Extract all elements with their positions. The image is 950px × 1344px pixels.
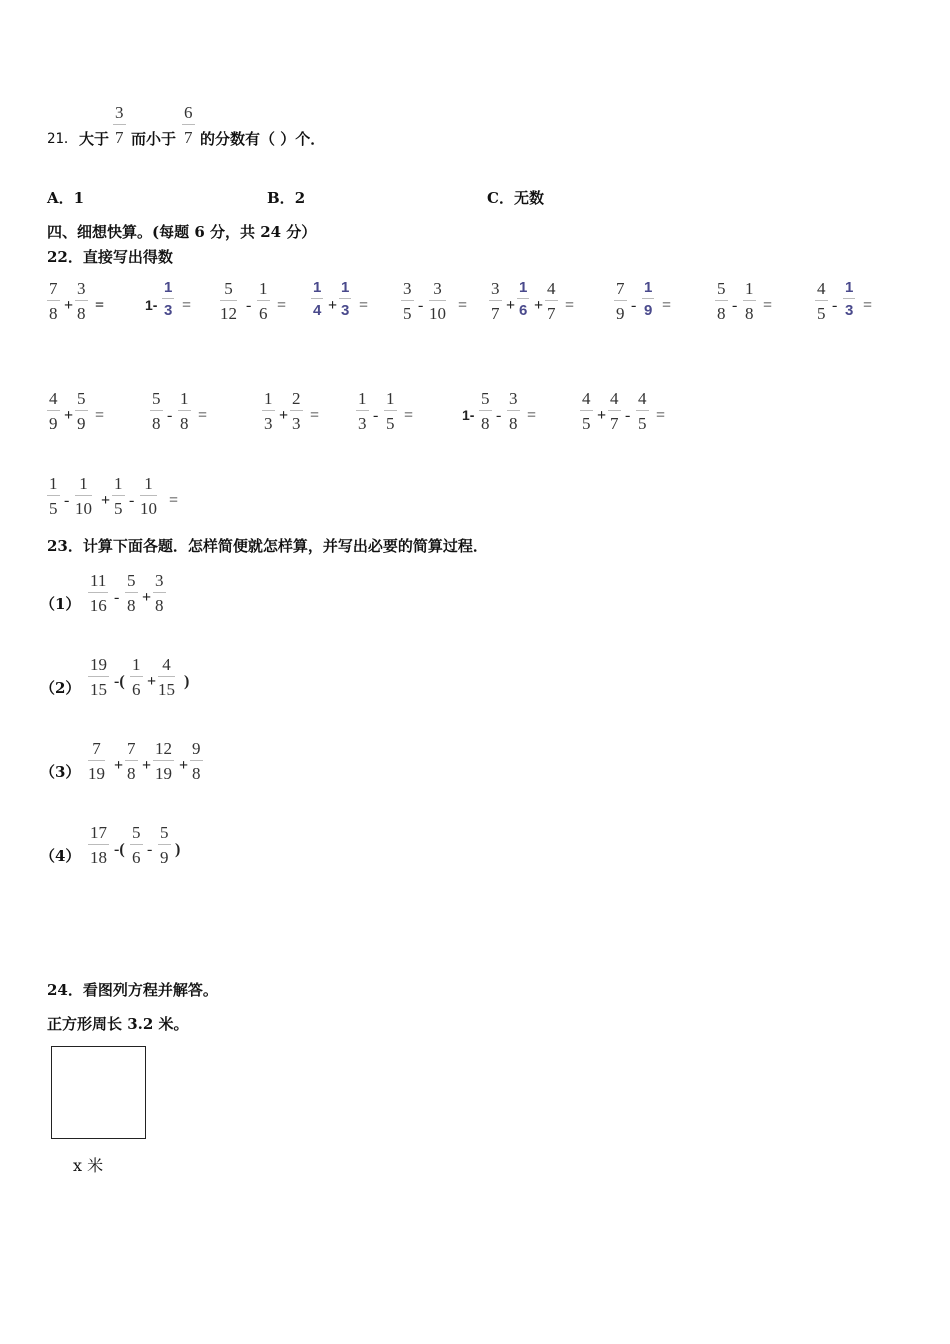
fraction-numerator: 3 [489, 280, 502, 301]
fraction-numerator: 1 [843, 280, 855, 299]
expr-lead: 1- [145, 297, 158, 313]
fraction [489, 280, 502, 322]
fraction [88, 656, 109, 698]
expr-operator: - [832, 297, 838, 314]
q21-text-2: 而小于 [131, 130, 177, 148]
fraction-denominator: 5 [114, 499, 123, 518]
fraction-denominator: 8 [77, 304, 86, 323]
expr-operator: - [129, 492, 135, 509]
fraction-numerator: 5 [75, 390, 88, 411]
fraction-numerator: 1 [262, 390, 275, 411]
fraction-denominator: 9 [160, 848, 169, 867]
fraction-numerator: 4 [636, 390, 649, 411]
fraction-numerator: 1 [47, 475, 60, 496]
fraction [178, 390, 191, 432]
fraction-numerator: 3 [153, 572, 166, 593]
q23-item-label: （1） [40, 595, 81, 613]
expr-operator: - [732, 297, 738, 314]
q21-text-3: 的分数有（ ）个． [200, 130, 326, 148]
expr-operator: + [142, 589, 152, 606]
expr-operator: + [147, 673, 157, 690]
fraction-denominator: 3 [341, 302, 350, 319]
expr-operator: - [496, 407, 502, 424]
square-side-label: x 米 [73, 1156, 104, 1175]
fraction [88, 740, 105, 782]
fraction-denominator: 19 [155, 764, 172, 783]
fraction [162, 280, 174, 318]
fraction [130, 656, 143, 698]
expr-lead: 1- [462, 407, 475, 423]
fraction-numerator: 12 [153, 740, 174, 761]
fraction [88, 572, 108, 614]
fraction-denominator: 7 [610, 414, 619, 433]
fraction [158, 824, 171, 866]
fraction-numerator: 3 [429, 280, 446, 301]
fraction-numerator: 1 [162, 280, 174, 299]
expr-operator: + [114, 757, 124, 774]
expr-operator: + [179, 757, 189, 774]
fraction-numerator: 1 [178, 390, 191, 411]
fraction [580, 390, 593, 432]
q24-description: 正方形周长 3.2 米。 [47, 1015, 189, 1033]
fraction-denominator: 9 [49, 414, 58, 433]
q23-item-label: （3） [40, 763, 81, 781]
fraction-denominator: 19 [88, 764, 105, 783]
fraction [190, 740, 203, 782]
equals-sign: = [169, 492, 179, 509]
section-4-heading: 四、细想快算。(每题 6 分，共 24 分） [47, 223, 317, 241]
q24-title: 24．看图列方程并解答。 [47, 981, 218, 999]
fraction [153, 740, 174, 782]
fraction-denominator: 3 [264, 414, 273, 433]
fraction-numerator: 7 [88, 740, 105, 761]
fraction-denominator: 8 [180, 414, 189, 433]
expr-operator: - [631, 297, 637, 314]
fraction-numerator: 5 [125, 572, 138, 593]
fraction-denominator: 6 [132, 848, 141, 867]
fraction-numerator: 1 [140, 475, 157, 496]
fraction [47, 475, 60, 517]
fraction-numerator: 5 [158, 824, 171, 845]
fraction-denominator: 3 [358, 414, 367, 433]
equals-sign: = [277, 297, 287, 314]
expr-operator: - [64, 492, 70, 509]
fraction [401, 280, 414, 322]
fraction-denominator: 9 [616, 304, 625, 323]
fraction-numerator: 3 [507, 390, 520, 411]
q21-option-c[interactable]: C．无数 [487, 189, 544, 207]
expr-operator: + [279, 407, 289, 424]
fraction-denominator: 8 [127, 596, 136, 615]
fraction-numerator: 4 [158, 656, 175, 677]
fraction-denominator: 10 [75, 499, 92, 518]
fraction [153, 572, 166, 614]
fraction-denominator: 15 [90, 680, 107, 699]
expr-operator: + [142, 757, 152, 774]
fraction [125, 740, 138, 782]
fraction-numerator: 7 [614, 280, 627, 301]
fraction [130, 824, 143, 866]
fraction [75, 280, 88, 322]
fraction [356, 390, 369, 432]
fraction-numerator: 1 [130, 656, 143, 677]
fraction-denominator: 6 [519, 302, 528, 319]
fraction-numerator: 1 [517, 280, 529, 299]
fraction-denominator: 5 [49, 499, 58, 518]
fraction [479, 390, 492, 432]
fraction [384, 390, 397, 432]
q23-title: 23．计算下面各题．怎样简便就怎样算，并写出必要的简算过程． [47, 537, 488, 555]
expr-operator: + [64, 407, 74, 424]
fraction-denominator: 8 [192, 764, 201, 783]
fraction [517, 280, 529, 318]
fraction-numerator: 4 [47, 390, 60, 411]
expr-operator: + [597, 407, 607, 424]
fraction-numerator: 4 [815, 280, 828, 301]
fraction [158, 656, 175, 698]
fraction [608, 390, 621, 432]
expr-operator: -( [114, 673, 125, 690]
q21-number: 21． [47, 131, 78, 147]
expr-operator: - [246, 297, 252, 314]
q23-item-label: （4） [40, 847, 81, 865]
equals-sign: = [863, 297, 873, 314]
fraction-denominator: 8 [127, 764, 136, 783]
fraction [715, 280, 728, 322]
fraction-numerator: 1 [257, 280, 270, 301]
fraction-numerator: 19 [88, 656, 109, 677]
fraction-denominator: 6 [259, 304, 268, 323]
q23-item-label: （2） [40, 679, 81, 697]
q21 [47, 100, 647, 150]
expr-operator: + [101, 492, 111, 509]
fraction [507, 390, 520, 432]
fraction-denominator: 12 [220, 304, 237, 323]
fraction-denominator: 10 [429, 304, 446, 323]
fraction-denominator: 8 [155, 596, 164, 615]
expr-operator: ) [184, 673, 190, 690]
fraction-denominator: 8 [152, 414, 161, 433]
fraction [220, 280, 237, 322]
expr-operator: - [625, 407, 631, 424]
fraction [75, 475, 92, 517]
equals-sign: = [656, 407, 666, 424]
fraction-denominator: 5 [403, 304, 412, 323]
expr-operator: + [64, 297, 74, 314]
expr-operator: - [147, 841, 153, 858]
fraction-denominator: 6 [132, 680, 141, 699]
fraction-denominator: 7 [547, 304, 556, 323]
fraction-numerator: 1 [743, 280, 756, 301]
fraction-numerator: 1 [339, 280, 351, 299]
fraction [311, 280, 323, 318]
fraction [257, 280, 270, 322]
fraction-numerator: 7 [47, 280, 60, 301]
fraction-numerator: 4 [608, 390, 621, 411]
fraction [815, 280, 828, 322]
equals-sign: = [95, 297, 105, 314]
fraction-denominator: 8 [49, 304, 58, 323]
fraction-numerator: 5 [220, 280, 237, 301]
equals-sign: = [662, 297, 672, 314]
fraction-numerator: 1 [384, 390, 397, 411]
fraction-denominator: 15 [158, 680, 175, 699]
fraction-numerator: 1 [642, 280, 654, 299]
fraction-numerator: 11 [88, 572, 108, 593]
fraction [290, 390, 303, 432]
fraction-denominator: 5 [638, 414, 647, 433]
fraction-numerator: 9 [190, 740, 203, 761]
equals-sign: = [359, 297, 369, 314]
expr-operator: - [418, 297, 424, 314]
fraction-denominator: 4 [313, 302, 322, 319]
fraction [262, 390, 275, 432]
fraction-denominator: 10 [140, 499, 157, 518]
fraction-numerator: 17 [88, 824, 109, 845]
fraction-denominator: 5 [386, 414, 395, 433]
fraction [545, 280, 558, 322]
fraction [88, 824, 109, 866]
expr-operator: + [328, 297, 338, 314]
fraction-denominator: 5 [817, 304, 826, 323]
fraction-denominator: 3 [845, 302, 854, 319]
fraction [125, 572, 138, 614]
fraction-numerator: 1 [112, 475, 125, 496]
fraction-denominator: 5 [582, 414, 591, 433]
q21-option-b[interactable]: B．2 [267, 189, 306, 207]
fraction [429, 280, 446, 322]
fraction [75, 390, 88, 432]
equals-sign: = [198, 407, 208, 424]
fraction-denominator: 18 [90, 848, 107, 867]
expr-operator: + [534, 297, 544, 314]
fraction-numerator: 5 [150, 390, 163, 411]
fraction-denominator: 3 [292, 414, 301, 433]
fraction-denominator: 16 [89, 596, 107, 615]
q22-title: 22．直接写出得数 [47, 248, 173, 266]
equals-sign: = [95, 407, 105, 424]
fraction [112, 475, 125, 517]
fraction-numerator: 1 [311, 280, 323, 299]
fraction [636, 390, 649, 432]
equals-sign: = [182, 297, 192, 314]
fraction-numerator: 3 [75, 280, 88, 301]
q21-fraction-2: $\frac{6}{7}$ [184, 103, 193, 147]
fraction [140, 475, 157, 517]
fraction-numerator: 5 [715, 280, 728, 301]
fraction [47, 280, 60, 322]
fraction-numerator: 3 [401, 280, 414, 301]
fraction-denominator: 8 [745, 304, 754, 323]
fraction-denominator: 9 [644, 302, 653, 319]
expr-operator: ) [175, 841, 181, 858]
expr-operator: - [373, 407, 379, 424]
fraction [150, 390, 163, 432]
equals-sign: = [763, 297, 773, 314]
equals-sign: = [310, 407, 320, 424]
fraction-denominator: 8 [481, 414, 490, 433]
fraction-denominator: 8 [509, 414, 518, 433]
fraction-numerator: 7 [125, 740, 138, 761]
expr-operator: - [114, 589, 120, 606]
fraction [47, 390, 60, 432]
fraction [642, 280, 654, 318]
square-figure [51, 1046, 146, 1139]
expr-operator: - [167, 407, 173, 424]
fraction-numerator: 5 [130, 824, 143, 845]
fraction-numerator: 4 [545, 280, 558, 301]
fraction-denominator: 7 [491, 304, 500, 323]
fraction-numerator: 2 [290, 390, 303, 411]
fraction-numerator: 5 [479, 390, 492, 411]
equals-sign: = [458, 297, 468, 314]
q21-option-a[interactable]: A．1 [47, 189, 85, 207]
equals-sign: = [404, 407, 414, 424]
fraction-numerator: 4 [580, 390, 593, 411]
fraction-denominator: 8 [717, 304, 726, 323]
fraction [743, 280, 756, 322]
equals-sign: = [565, 297, 575, 314]
equals-sign: = [527, 407, 537, 424]
q21-fraction-1: $\frac{3}{7}$ [115, 103, 124, 147]
q21-text-1: 大于 [79, 130, 110, 148]
expr-operator: + [506, 297, 516, 314]
fraction-denominator: 3 [164, 302, 173, 319]
fraction [843, 280, 855, 318]
fraction-numerator: 1 [356, 390, 369, 411]
fraction-denominator: 9 [77, 414, 86, 433]
fraction [339, 280, 351, 318]
fraction [614, 280, 627, 322]
fraction-numerator: 1 [75, 475, 92, 496]
expr-operator: -( [114, 841, 125, 858]
